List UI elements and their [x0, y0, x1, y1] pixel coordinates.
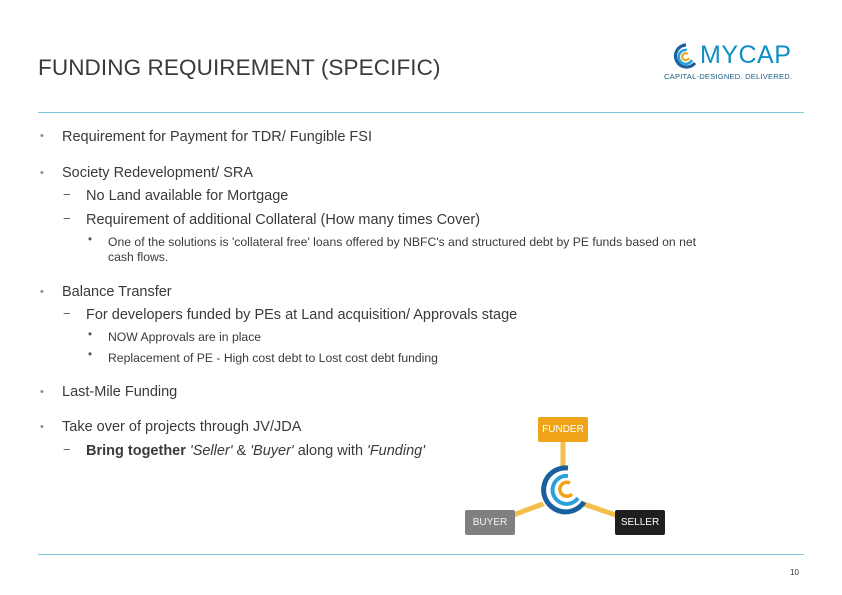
- and-text: &: [232, 443, 251, 459]
- bullet-marker: •: [40, 386, 44, 398]
- bullet-marker: •: [40, 421, 44, 433]
- bullet-society: Society Redevelopment/ SRA: [62, 165, 254, 181]
- page-number: 10: [790, 568, 799, 577]
- note-replacement-pe: Replacement of PE - High cost debt to Lost cost debt funding: [108, 351, 438, 365]
- dash-marker: −: [63, 306, 71, 321]
- funding-text: 'Funding': [367, 443, 425, 459]
- page-title: FUNDING REQUIREMENT (SPECIFIC): [38, 55, 441, 80]
- mycap-logo: [662, 40, 812, 84]
- bullet-balance-transfer: Balance Transfer: [62, 284, 172, 300]
- logo-wordmark: MYCAP: [700, 41, 792, 69]
- sub-bullet-developers: For developers funded by PEs at Land acquisition/ Approvals stage: [86, 307, 518, 323]
- bullet-last-mile: Last-Mile Funding: [62, 384, 178, 400]
- bullet-marker: •: [88, 234, 93, 246]
- bullet-marker: •: [40, 167, 44, 179]
- funder-badge: FUNDER: [538, 417, 588, 442]
- bullet-takeover: Take over of projects through JV/JDA: [62, 419, 302, 435]
- buyer-badge: BUYER: [465, 510, 515, 535]
- sub-bullet-collateral: Requirement of additional Collateral (How many times Cover): [86, 212, 481, 228]
- along-with-text: along with: [293, 443, 368, 459]
- bullet-tdr: Requirement for Payment for TDR/ Fungible FSI: [62, 129, 372, 145]
- bullet-marker: •: [40, 286, 44, 298]
- logo-tagline: CAPITAL-DESIGNED. DELIVERED.: [664, 72, 793, 81]
- note-collateral-free-line2: cash flows.: [108, 250, 169, 264]
- seller-badge: SELLER: [615, 510, 665, 535]
- bullet-marker: •: [88, 349, 93, 361]
- dash-marker: −: [63, 211, 71, 226]
- sub-bullet-bring-together: [86, 443, 425, 459]
- note-collateral-free-line1: One of the solutions is 'collateral free' loans offered by NBFC's and structured debt by PE funds based on net: [108, 235, 697, 249]
- dash-marker: −: [63, 187, 71, 202]
- note-now-approvals: NOW Approvals are in place: [108, 330, 262, 344]
- bring-together-text: Bring together: [86, 443, 186, 459]
- footer-divider: [38, 554, 804, 555]
- buyer-text: 'Buyer': [250, 443, 294, 459]
- sub-bullet-no-land: No Land available for Mortgage: [86, 188, 289, 204]
- bullet-marker: •: [88, 329, 93, 341]
- funder-buyer-seller-diagram: [460, 410, 700, 555]
- bullet-marker: •: [40, 130, 44, 142]
- header-divider: [38, 112, 804, 113]
- dash-marker: −: [63, 442, 71, 457]
- swirl-logo-icon: [670, 42, 698, 70]
- swirl-logo-icon: [539, 466, 587, 514]
- seller-text: 'Seller': [189, 443, 233, 459]
